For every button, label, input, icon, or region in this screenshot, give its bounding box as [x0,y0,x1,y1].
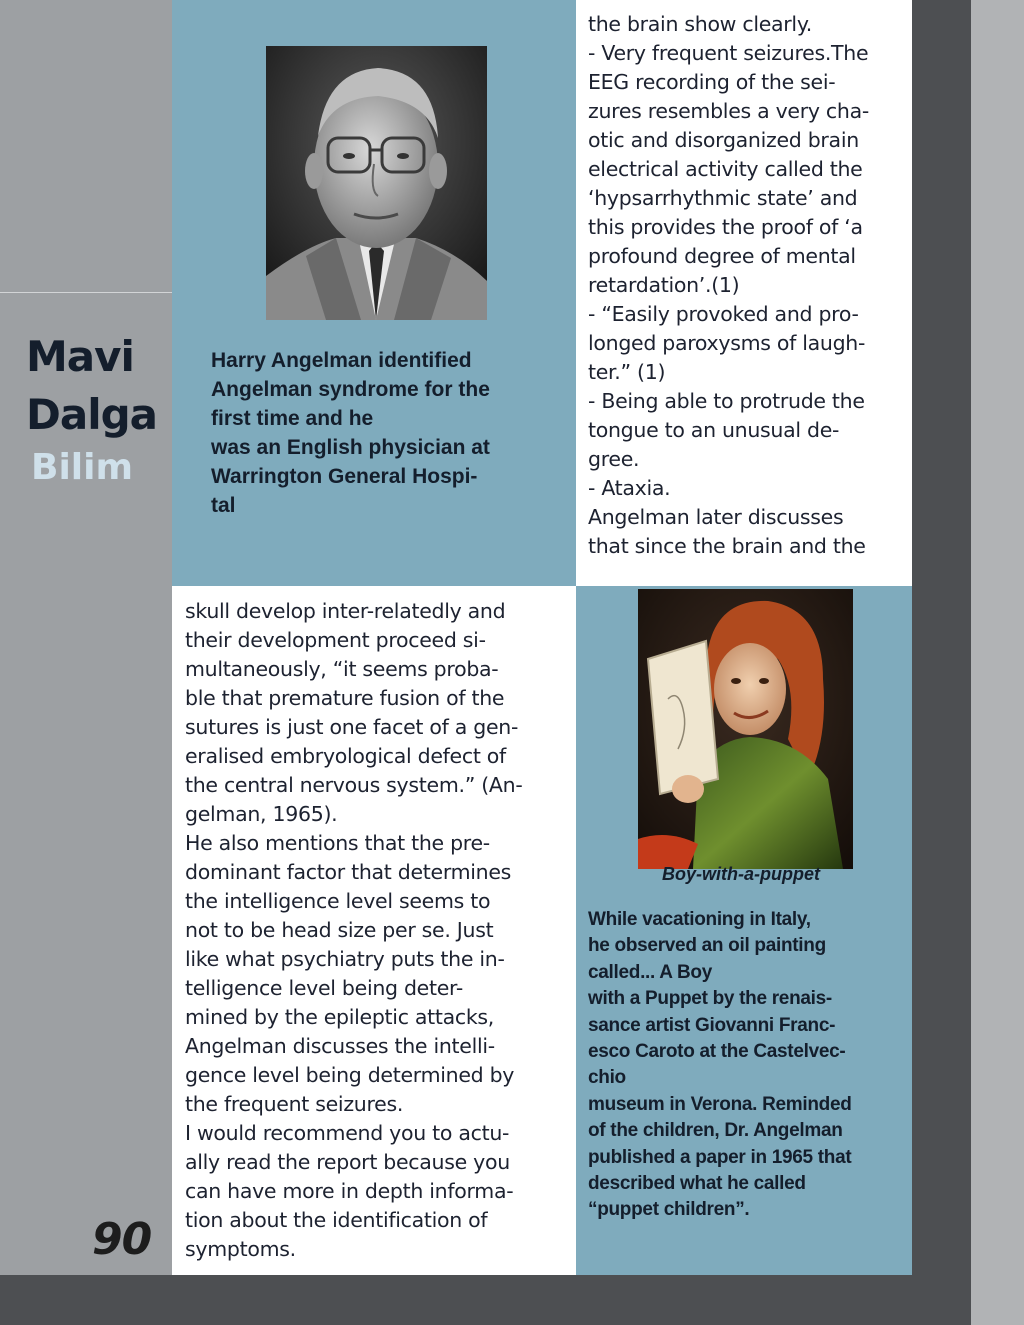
caption-line: first time and he [211,407,374,430]
harry-angelman-photo [266,46,487,320]
caption-line: was an English physician at [211,436,490,459]
text-line: mined by the epileptic attacks, [185,1005,495,1029]
caption-line: “puppet children”. [588,1199,750,1221]
caption-line: he observed an oil painting [588,935,826,957]
brand-line-3: Bilim [31,447,133,488]
text-line: ally read the report because you [185,1150,510,1174]
brand-line-1: Mavi [26,332,134,381]
text-line: ble that premature fusion of the [185,686,505,710]
text-line: gree. [588,447,640,471]
magazine-brand [26,328,157,492]
caption-line: described what he called [588,1173,806,1195]
text-line: - Ataxia. [588,476,671,500]
text-line: otic and disorganized brain [588,128,859,152]
text-line: gelman, 1965). [185,802,338,826]
text-line: - Very frequent seizures.The [588,41,869,65]
caption-line: museum in Verona. Reminded [588,1093,852,1115]
article-text-top-right [588,10,910,561]
text-line: gence level being determined by [185,1063,515,1087]
caption-line: of the children, Dr. Angelman [588,1120,843,1142]
text-line: Angelman later discusses [588,505,844,529]
text-line: longed paroxysms of laugh- [588,331,866,355]
painting-label: Boy-with-a-puppet [662,864,820,884]
text-line: - Being able to protrude the [588,389,865,413]
caption-line: sance artist Giovanni Franc- [588,1014,836,1036]
text-line: profound degree of mental [588,244,856,268]
text-line: sutures is just one facet of a gen- [185,715,519,739]
caption-line: Angelman syndrome for the [211,378,490,401]
text-line: ‘hypsarrhythmic state’ and [588,186,858,210]
text-line: dominant factor that determines [185,860,512,884]
text-line: zures resembles a very cha- [588,99,869,123]
text-line: the intelligence level seems to [185,889,491,913]
text-line: retardation’.(1) [588,273,740,297]
text-line: tongue to an unusual de- [588,418,840,442]
boy-with-puppet-painting [638,589,853,869]
bottom-dark-band [0,1275,971,1325]
text-line: this provides the proof of ‘a [588,215,863,239]
left-sidebar [0,0,172,1275]
text-line: telligence level being deter- [185,976,463,1000]
right-dark-band [912,0,971,1275]
text-line: I would recommend you to actu- [185,1121,510,1145]
text-line: the central nervous system.” (An- [185,773,523,797]
caption-line: esco Caroto at the Castelvec- [588,1041,846,1063]
text-line: their development proceed si- [185,628,486,652]
caption-line: Harry Angelman identified [211,349,472,372]
text-line: electrical activity called the [588,157,863,181]
page-number: 90 [92,1214,152,1265]
text-line: the brain show clearly. [588,12,812,36]
text-line: He also mentions that the pre- [185,831,490,855]
text-line: multaneously, “it seems proba- [185,657,499,681]
harry-angelman-caption [211,346,561,520]
caption-line: called... A Boy [588,961,712,983]
painting-caption [588,907,918,1224]
caption-line: published a paper in 1965 that [588,1146,852,1168]
article-text-bottom-left [185,597,570,1264]
text-line: ter.” (1) [588,360,666,384]
text-line: EEG recording of the sei- [588,70,836,94]
caption-line: While vacationing in Italy, [588,909,811,930]
right-page-edge [971,0,1024,1325]
text-line: the frequent seizures. [185,1092,404,1116]
text-line: that since the brain and the [588,534,866,558]
text-line: can have more in depth informa- [185,1179,514,1203]
caption-line: tal [211,494,236,517]
caption-line: chio [588,1067,626,1089]
text-line: - “Easily provoked and pro- [588,302,859,326]
text-line: not to be head size per se. Just [185,918,494,942]
brand-line-2: Dalga [26,390,158,439]
text-line: eralised embryological defect of [185,744,506,768]
text-line: symptoms. [185,1237,296,1261]
caption-line: with a Puppet by the renais- [588,988,832,1010]
text-line: tion about the identification of [185,1208,488,1232]
text-line: like what psychiatry puts the in- [185,947,505,971]
text-line: Angelman discusses the intelli- [185,1034,495,1058]
sidebar-divider [0,292,172,293]
text-line: skull develop inter-relatedly and [185,599,506,623]
caption-line: Warrington General Hospi- [211,465,478,488]
